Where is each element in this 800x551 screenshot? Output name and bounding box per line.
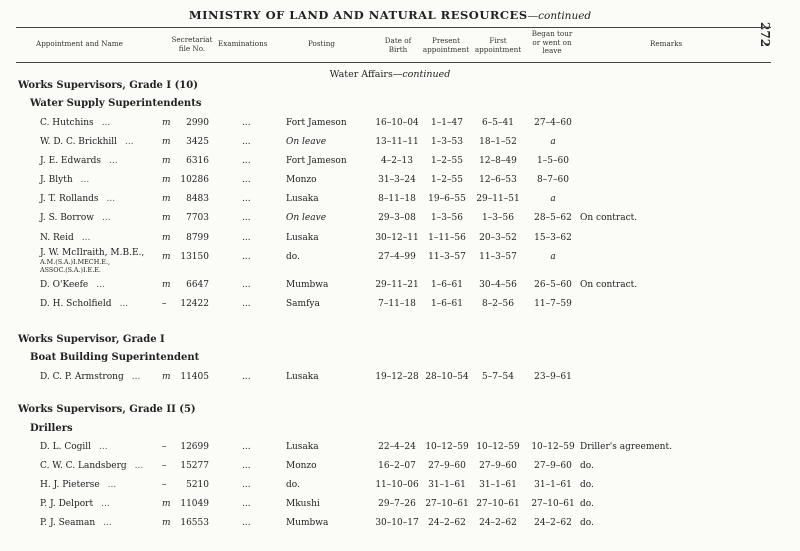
col-header-file-no-line1: Secretariat — [171, 35, 213, 44]
staff-name — [40, 372, 140, 382]
present-appointment-date: 1–11–56 — [428, 233, 466, 243]
table-row — [0, 372, 780, 388]
leader-dots: ... — [103, 518, 112, 528]
leader-dots: ... — [119, 299, 129, 309]
posting: Lusaka — [286, 372, 319, 382]
first-appointment-date: 5–7–54 — [482, 372, 514, 382]
file-number: 12699 — [180, 442, 209, 452]
posting: Samfya — [286, 299, 320, 309]
present-appointment-date: 1–6–61 — [431, 280, 463, 290]
leader-dots: ... — [96, 280, 105, 290]
staff-name-qualifications-1: A.M.(S.A.)I.MECH.E., — [40, 258, 111, 266]
staff-name — [40, 213, 111, 223]
department-label: Water Affairs — [329, 69, 393, 80]
leader-dots: ... — [109, 156, 118, 166]
marital-status: m — [162, 372, 171, 382]
present-appointment-date: 10–12–59 — [425, 442, 469, 452]
present-appointment-date: 27–10–61 — [425, 499, 469, 509]
col-header-appointment: Appointment and Name — [36, 39, 123, 48]
present-appointment-date: 1–2–55 — [431, 175, 463, 185]
staff-name-text: D. O'Keefe — [40, 280, 89, 290]
header-bottom-rule — [16, 62, 771, 63]
file-number: 2990 — [186, 118, 209, 128]
tour-date: 23–9–61 — [534, 372, 572, 382]
leader-dots: ... — [81, 233, 91, 243]
col-header-remarks: Remarks — [650, 39, 683, 48]
tour-date: a — [550, 252, 556, 262]
posting: Monzo — [286, 461, 317, 471]
examinations: ... — [242, 175, 251, 185]
staff-name-text: C. Hutchins — [40, 118, 94, 128]
staff-name-text: J. W. McIlraith, M.B.E., — [40, 248, 145, 258]
table-row — [0, 499, 780, 515]
posting: Monzo — [286, 175, 317, 185]
staff-name — [40, 280, 105, 290]
col-header-tour-line1: Began tour — [531, 29, 573, 38]
remarks: On contract. — [580, 213, 638, 223]
present-appointment-date: 24–2–62 — [428, 518, 466, 528]
file-number: 6316 — [186, 156, 209, 166]
table-row — [0, 137, 780, 153]
leader-dots: ... — [125, 137, 134, 147]
first-appointment-date: 29–11–51 — [476, 194, 520, 204]
date-of-birth: 19–12–28 — [375, 372, 419, 382]
first-appointment-date: 31–1–61 — [479, 480, 517, 490]
leader-dots: ... — [101, 118, 111, 128]
staff-name-text: D. H. Scholfield — [40, 299, 112, 309]
present-appointment-date: 1–1–47 — [431, 118, 463, 128]
staff-name — [40, 518, 112, 528]
staff-name-qualifications-2: ASSOC.(S.A.)I.E.E. — [40, 266, 101, 274]
present-appointment-date: 27–9–60 — [428, 461, 466, 471]
staff-name — [40, 480, 116, 490]
date-of-birth: 29–11–21 — [375, 280, 419, 290]
examinations: ... — [242, 280, 251, 290]
table-row — [0, 518, 780, 534]
tour-date: 10–12–59 — [531, 442, 575, 452]
tour-date: 8–7–60 — [537, 175, 569, 185]
table-row — [0, 248, 780, 274]
posting: On leave — [286, 137, 327, 147]
examinations: ... — [242, 499, 251, 509]
marital-status: – — [162, 480, 167, 490]
file-number: 6647 — [186, 280, 209, 290]
marital-status: m — [162, 252, 171, 262]
leader-dots: ... — [101, 213, 111, 223]
posting: Fort Jameson — [286, 156, 347, 166]
staff-name — [40, 118, 110, 128]
marital-status: – — [162, 461, 167, 471]
first-appointment-date: 27–9–60 — [479, 461, 517, 471]
first-appointment-date: 30–4–56 — [479, 280, 517, 290]
col-header-birth — [378, 37, 418, 54]
leader-dots: ... — [107, 480, 117, 490]
table-row — [0, 233, 780, 249]
col-header-present — [420, 37, 472, 54]
date-of-birth: 13–11–11 — [375, 137, 419, 147]
remarks: Driller's agreement. — [580, 442, 672, 452]
first-appointment-date: 12–8–49 — [479, 156, 517, 166]
present-appointment-date: 1–6–61 — [431, 299, 463, 309]
marital-status: – — [162, 442, 167, 452]
file-number: 10286 — [180, 175, 209, 185]
first-appointment-date: 24–2–62 — [479, 518, 517, 528]
file-number: 7703 — [186, 213, 209, 223]
present-appointment-date: 1–2–55 — [431, 156, 463, 166]
staff-name-text: N. Reid — [40, 233, 74, 243]
date-of-birth: 29–7–26 — [378, 499, 416, 509]
remarks: do. — [580, 518, 594, 528]
page-number: 272 — [758, 22, 772, 48]
remarks: do. — [580, 499, 594, 509]
staff-name — [40, 194, 115, 204]
posting: do. — [286, 252, 300, 262]
table-row — [0, 480, 780, 496]
date-of-birth: 11–10–06 — [375, 480, 419, 490]
staff-name-text: J. E. Edwards — [40, 156, 102, 166]
marital-status: m — [162, 156, 171, 166]
section-title: Works Supervisors, Grade I (10) — [18, 80, 198, 91]
examinations: ... — [242, 156, 251, 166]
staff-name — [40, 461, 143, 471]
file-number: 12422 — [180, 299, 209, 309]
posting: Mumbwa — [286, 518, 329, 528]
staff-name — [40, 233, 90, 243]
tour-date: a — [550, 137, 556, 147]
posting: Mkushi — [286, 499, 320, 509]
staff-name-text: H. J. Pieterse — [40, 480, 100, 490]
posting: Mumbwa — [286, 280, 329, 290]
col-header-present-line2: appointment — [422, 44, 470, 54]
marital-status: m — [162, 137, 171, 147]
col-header-first-line1: First — [489, 36, 507, 45]
department-heading — [0, 69, 780, 80]
tour-date: 1–5–60 — [537, 156, 569, 166]
leader-dots: ... — [80, 175, 90, 185]
col-header-tour — [526, 30, 578, 56]
staff-name-text: D. C. P. Armstrong — [40, 372, 124, 382]
file-number: 8799 — [186, 233, 209, 243]
tour-date: 15–3–62 — [534, 233, 572, 243]
examinations: ... — [242, 137, 251, 147]
table-row — [0, 213, 780, 229]
file-number: 3425 — [186, 137, 209, 147]
staff-name — [40, 156, 118, 166]
date-of-birth: 16–2–07 — [378, 461, 416, 471]
table-row — [0, 442, 780, 458]
file-number: 15277 — [180, 461, 209, 471]
tour-date: 27–4–60 — [534, 118, 572, 128]
marital-status: m — [162, 194, 171, 204]
col-header-file-no — [168, 36, 216, 53]
examinations: ... — [242, 442, 251, 452]
marital-status: m — [162, 175, 171, 185]
table-row — [0, 118, 780, 134]
examinations: ... — [242, 194, 251, 204]
staff-name-text: J. T. Rollands — [40, 194, 99, 204]
first-appointment-date: 12–6–53 — [479, 175, 517, 185]
table-row — [0, 461, 780, 477]
table-row — [0, 175, 780, 191]
header-top-rule — [16, 27, 771, 28]
col-header-first-line2: appointment — [474, 44, 522, 54]
col-header-tour-line2: or went on — [532, 37, 572, 47]
marital-status: m — [162, 280, 171, 290]
remarks: do. — [580, 480, 594, 490]
posting: Fort Jameson — [286, 118, 347, 128]
date-of-birth: 31–3–24 — [378, 175, 416, 185]
posting: Lusaka — [286, 442, 319, 452]
date-of-birth: 27–4–99 — [378, 252, 416, 262]
section-subtitle: Water Supply Superintendents — [30, 98, 202, 109]
present-appointment-date: 28–10–54 — [425, 372, 469, 382]
date-of-birth: 16–10–04 — [375, 118, 419, 128]
tour-date: 28–5–62 — [534, 213, 572, 223]
col-header-examinations: Examinations — [218, 39, 268, 48]
tour-date: 24–2–62 — [534, 518, 572, 528]
date-of-birth: 7–11–18 — [378, 299, 416, 309]
file-number: 11049 — [180, 499, 209, 509]
examinations: ... — [242, 233, 251, 243]
staff-name-text: W. D. C. Brickhill — [40, 137, 118, 147]
first-appointment-date: 8–2–56 — [482, 299, 514, 309]
staff-name-text: J. Blyth — [40, 175, 73, 185]
col-header-posting: Posting — [308, 39, 335, 48]
posting: do. — [286, 480, 300, 490]
col-header-tour-line3: leave — [542, 46, 562, 55]
col-header-birth-line1: Date of — [384, 36, 412, 45]
page-title-text: MINISTRY OF LAND AND NATURAL RESOURCES — [188, 8, 528, 22]
table-row — [0, 156, 780, 172]
file-number: 5210 — [186, 480, 209, 490]
remarks: do. — [580, 461, 594, 471]
present-appointment-date: 19–6–55 — [428, 194, 466, 204]
marital-status: – — [162, 299, 167, 309]
section-subtitle: Drillers — [30, 423, 73, 434]
file-number: 13150 — [180, 252, 209, 262]
examinations: ... — [242, 518, 251, 528]
first-appointment-date: 6–5–41 — [482, 118, 514, 128]
date-of-birth: 29–3–08 — [378, 213, 416, 223]
examinations: ... — [242, 372, 251, 382]
staff-name — [40, 175, 89, 185]
leader-dots: ... — [106, 194, 116, 204]
staff-name-text: C. W. C. Landsberg — [40, 461, 127, 471]
department-suffix: —continued — [392, 69, 451, 80]
first-appointment-date: 10–12–59 — [476, 442, 520, 452]
file-number: 16553 — [180, 518, 209, 528]
marital-status: m — [162, 518, 171, 528]
marital-status: m — [162, 233, 171, 243]
tour-date: 27–9–60 — [534, 461, 572, 471]
leader-dots: ... — [101, 499, 110, 509]
date-of-birth: 30–10–17 — [375, 518, 419, 528]
posting: On leave — [286, 213, 327, 223]
page-title-suffix: —continued — [527, 10, 592, 22]
examinations: ... — [242, 118, 251, 128]
col-header-first — [472, 37, 524, 54]
staff-name-text: J. S. Borrow — [40, 213, 94, 223]
examinations: ... — [242, 213, 251, 223]
table-row — [0, 299, 780, 315]
table-row — [0, 280, 780, 296]
posting: Lusaka — [286, 233, 319, 243]
posting: Lusaka — [286, 194, 319, 204]
tour-date: a — [550, 194, 556, 204]
first-appointment-date: 20–3–52 — [479, 233, 517, 243]
staff-name — [40, 137, 134, 147]
staff-name-text: P. J. Delport — [40, 499, 94, 509]
first-appointment-date: 27–10–61 — [476, 499, 520, 509]
first-appointment-date: 11–3–57 — [479, 252, 517, 262]
examinations: ... — [242, 461, 251, 471]
date-of-birth: 22–4–24 — [378, 442, 416, 452]
remarks: On contract. — [580, 280, 638, 290]
date-of-birth: 8–11–18 — [378, 194, 416, 204]
present-appointment-date: 1–3–53 — [431, 137, 463, 147]
examinations: ... — [242, 252, 251, 262]
file-number: 11405 — [180, 372, 209, 382]
marital-status: m — [162, 118, 171, 128]
tour-date: 26–5–60 — [534, 280, 572, 290]
col-header-file-no-line2: file No. — [178, 43, 206, 53]
page-title — [0, 8, 780, 22]
tour-date: 11–7–59 — [534, 299, 572, 309]
first-appointment-date: 18–1–52 — [479, 137, 517, 147]
marital-status: m — [162, 499, 171, 509]
present-appointment-date: 1–3–56 — [431, 213, 463, 223]
marital-status: m — [162, 213, 171, 223]
leader-dots: ... — [134, 461, 144, 471]
leader-dots: ... — [131, 372, 141, 382]
staff-name-text: D. L. Cogill — [40, 442, 92, 452]
present-appointment-date: 11–3–57 — [428, 252, 466, 262]
file-number: 8483 — [186, 194, 209, 204]
examinations: ... — [242, 480, 251, 490]
present-appointment-date: 31–1–61 — [428, 480, 466, 490]
section-subtitle: Boat Building Superintendent — [30, 352, 200, 363]
staff-name — [40, 499, 110, 509]
table-row — [0, 194, 780, 210]
section-title: Works Supervisor, Grade I — [18, 334, 165, 345]
first-appointment-date: 1–3–56 — [482, 213, 514, 223]
col-header-birth-line2: Birth — [388, 44, 408, 54]
tour-date: 27–10–61 — [531, 499, 575, 509]
col-header-present-line1: Present — [432, 36, 460, 45]
tour-date: 31–1–61 — [534, 480, 572, 490]
staff-name-text: P. J. Seaman — [40, 518, 96, 528]
leader-dots: ... — [99, 442, 108, 452]
staff-name — [40, 442, 108, 452]
staff-name — [40, 299, 128, 309]
examinations: ... — [242, 299, 251, 309]
date-of-birth: 30–12–11 — [375, 233, 419, 243]
staff-name — [40, 248, 144, 274]
date-of-birth: 4–2–13 — [381, 156, 413, 166]
section-title: Works Supervisors, Grade II (5) — [18, 404, 196, 415]
